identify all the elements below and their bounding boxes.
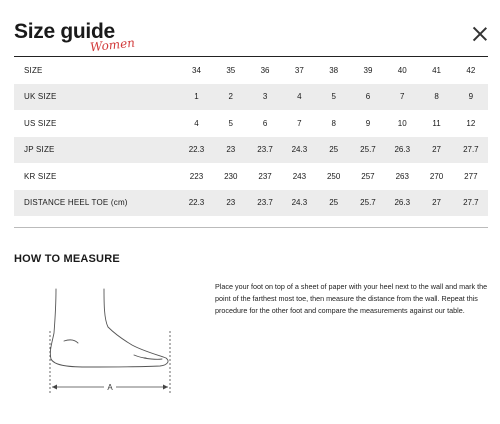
table-cell: 4: [297, 92, 302, 102]
table-cell: 7: [297, 118, 302, 128]
table-cell: 270: [429, 171, 444, 181]
table-cell: 27.7: [463, 198, 479, 208]
handwritten-annotation: Women: [89, 35, 136, 55]
table-cell: 237: [258, 171, 272, 181]
table-cell: 8: [434, 92, 439, 102]
table-cell: 250: [326, 171, 341, 181]
arrow-right-icon: [163, 385, 168, 390]
table-cell: 26.3: [394, 198, 411, 208]
table-cell: 27: [432, 145, 441, 155]
table-cell: 36: [260, 65, 270, 75]
table-cell: 25.7: [360, 198, 376, 208]
table-cell: 41: [432, 65, 441, 75]
table-cell: 25: [329, 198, 339, 208]
foot-measure-diagram: [38, 285, 188, 403]
table-cell: 6: [262, 118, 268, 128]
table-cell: 11: [432, 118, 441, 128]
table-cell: 1: [194, 92, 199, 102]
table-cell: 277: [464, 171, 478, 181]
table-row: [14, 110, 488, 137]
foot-outline: [50, 289, 168, 367]
how-to-measure-title: HOW TO MEASURE: [14, 253, 120, 265]
table-cell: 24.3: [291, 198, 308, 208]
table-cell: 8: [331, 118, 336, 128]
table-cell: 39: [363, 65, 373, 75]
size-table: [14, 56, 488, 216]
table-row: [14, 84, 488, 111]
table-cell: 27.7: [463, 145, 479, 155]
close-icon[interactable]: [472, 26, 488, 42]
table-cell: 7: [400, 92, 405, 102]
table-cell: 257: [361, 171, 375, 181]
table-cell: 25.7: [360, 145, 376, 155]
arrow-left-icon: [52, 385, 57, 390]
table-cell: 22.3: [188, 145, 205, 155]
table-row: [14, 190, 488, 217]
table-cell: 23: [226, 198, 236, 208]
table-cell: 230: [224, 171, 238, 181]
modal-header: [14, 20, 488, 56]
row-label: KR SIZE: [24, 171, 57, 181]
table-cell: 35: [226, 65, 236, 75]
table-cell: 24.3: [291, 145, 308, 155]
table-cell: 26.3: [394, 145, 411, 155]
row-label: UK SIZE: [24, 92, 57, 102]
table-cell: 23: [226, 145, 236, 155]
table-cell: 6: [365, 92, 371, 102]
table-cell: 12: [466, 118, 476, 128]
table-cell: 27: [432, 198, 441, 208]
table-cell: 4: [194, 118, 199, 128]
table-cell: 9: [365, 118, 371, 128]
table-cell: 34: [192, 65, 201, 75]
table-cell: 5: [331, 92, 336, 102]
table-cell: 5: [228, 118, 233, 128]
table-cell: 40: [397, 65, 407, 75]
table-row: [14, 163, 488, 190]
table-cell: 243: [292, 171, 307, 181]
measure-label: A: [107, 383, 113, 392]
table-cell: 263: [395, 171, 409, 181]
row-label: DISTANCE HEEL TOE (cm): [24, 198, 128, 208]
measure-instructions: Place your foot on top of a sheet of paper with your heel next to the wall and mark the point of the farthest most toe, then measure the distance from the wall. Repeat this procedure for the other foot and compare the measurements against our table.: [215, 282, 488, 315]
table-cell: 10: [397, 118, 407, 128]
toe-line: [134, 355, 146, 358]
table-cell: 9: [468, 92, 474, 102]
table-cell: 38: [329, 65, 339, 75]
table-cell: 22.3: [188, 198, 205, 208]
table-cell: 2: [228, 92, 233, 102]
row-label: US SIZE: [24, 118, 57, 128]
table-cell: 37: [294, 65, 304, 75]
page-title: Size guide: [14, 20, 115, 43]
table-cell: 42: [466, 65, 476, 75]
toe-line: [144, 358, 162, 359]
ankle-bone: [64, 340, 78, 343]
table-cell: 23.7: [257, 145, 273, 155]
row-label: SIZE: [24, 65, 43, 75]
table-row: [14, 57, 488, 84]
table-row: [14, 137, 488, 164]
table-cell: 223: [189, 171, 204, 181]
table-cell: 3: [262, 92, 268, 102]
row-label: JP SIZE: [24, 145, 55, 155]
table-cell: 25: [329, 145, 339, 155]
divider: [14, 227, 488, 228]
table-cell: 23.7: [257, 198, 273, 208]
